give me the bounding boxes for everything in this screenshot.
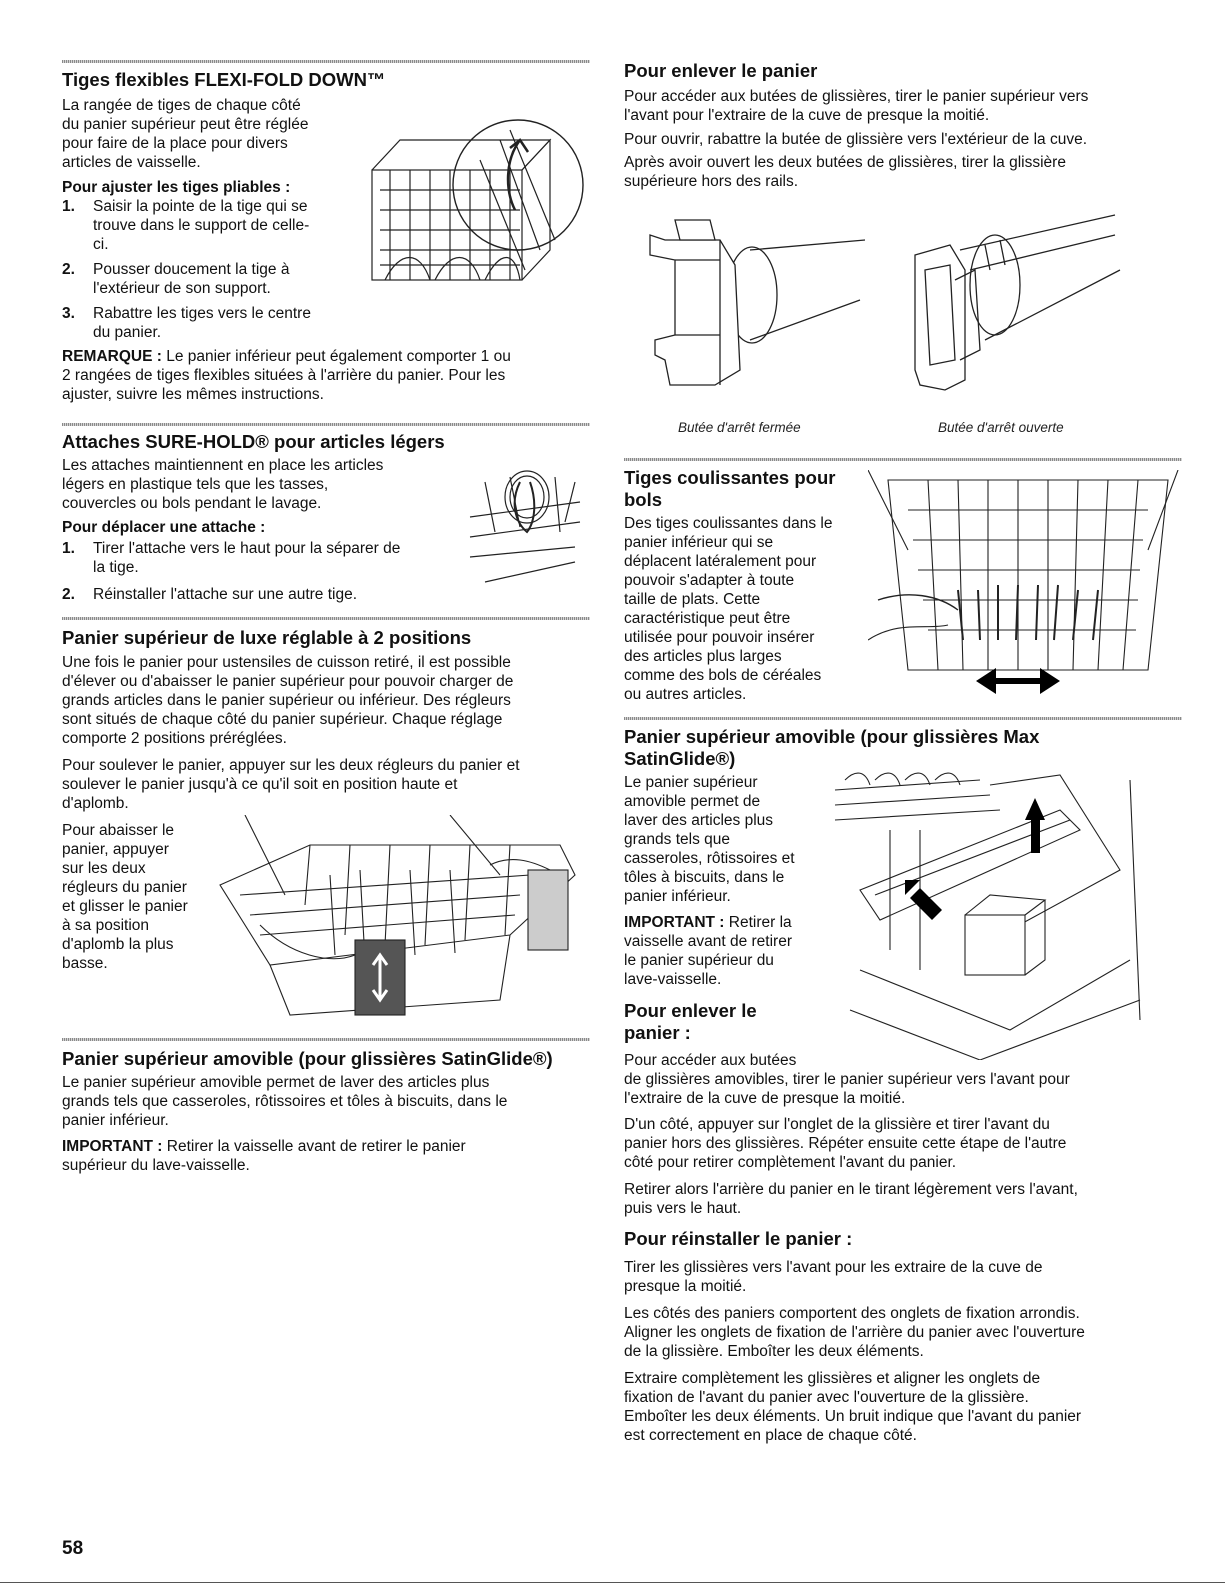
max-p3-line-3: côté pour retirer complètement l'avant du panier. [624, 1154, 957, 1171]
remove-p1-line-1: Pour accéder aux butées de glissières, tirer le panier supérieur vers [624, 88, 1089, 105]
deluxe-p3-line-8: basse. [62, 955, 108, 972]
bowls-p1-line-10: ou autres articles. [624, 686, 747, 703]
flexi-intro-2: du panier supérieur peut être réglée [62, 116, 309, 133]
deluxe-p2-line-1: Pour soulever le panier, appuyer sur les deux régleurs du panier et [62, 757, 520, 774]
important-label: IMPORTANT : [62, 1138, 163, 1155]
sure-intro-1: Les attaches maintiennent en place les articles [62, 457, 384, 474]
max-remove-subtitle-line-2: panier : [624, 1022, 691, 1043]
satin-p1-line-3: panier inférieur. [62, 1112, 169, 1129]
step-number: 1. [62, 198, 75, 215]
max-p3-line-1: D'un côté, appuyer sur l'onglet de la glissière et tirer l'avant du [624, 1116, 1050, 1133]
note-text: Le panier inférieur peut également comporter 1 ou [161, 348, 511, 365]
satin-important-line-1 [62, 1138, 466, 1157]
flexi-note-line-3: ajuster, suivre les mêmes instructions. [62, 386, 324, 403]
flexi-step-2-line-2: l'extérieur de son support. [93, 280, 271, 297]
sliding-tines-illustration [868, 470, 1182, 710]
bowls-p1-line-7: utilisée pour pouvoir insérer [624, 629, 815, 646]
bowls-p1-line-2: panier inférieur qui se [624, 534, 774, 551]
satin-important-line-2: supérieur du lave-vaisselle. [62, 1157, 250, 1174]
deluxe-p3-line-7: d'aplomb la plus [62, 936, 174, 953]
section-divider [624, 717, 1182, 720]
bowls-p1-line-3: déplacent latéralement pour [624, 553, 817, 570]
reinstall-subtitle: Pour réinstaller le panier : [624, 1228, 853, 1249]
step-number: 2. [62, 261, 75, 278]
max-p4-line-1: Retirer alors l'arrière du panier en le tirant légèrement vers l'avant, [624, 1181, 1078, 1198]
step-text: Tirer l'attache vers le haut pour la séparer de [93, 540, 401, 557]
max-p3-line-2: panier hors des glissières. Répéter ensuite cette étape de l'autre [624, 1135, 1067, 1152]
step-text: Rabattre les tiges vers le centre [93, 305, 311, 322]
step-text: Pousser doucement la tige à [93, 261, 290, 278]
max-p5-line-1: Tirer les glissières vers l'avant pour les extraire de la cuve de [624, 1259, 1043, 1276]
deluxe-p3-line-5: et glisser le panier [62, 898, 188, 915]
deluxe-p3-line-1: Pour abaisser le [62, 822, 175, 839]
bowl-tines-title-line-1: Tiges coulissantes pour [624, 467, 836, 488]
note-label: REMARQUE : [62, 348, 162, 365]
max-p7-line-1: Extraire complètement les glissières et aligner les onglets de [624, 1370, 1041, 1387]
sure-hold-clip-illustration [465, 462, 585, 597]
bowls-p1-line-6: caractéristique peut être [624, 610, 791, 627]
max-p1-line-3: laver des articles plus [624, 812, 774, 829]
max-p1-line-6: tôles à biscuits, dans le [624, 869, 785, 886]
max-p1-line-5: casseroles, rôtissoires et [624, 850, 795, 867]
satin-p1-line-1: Le panier supérieur amovible permet de laver des articles plus [62, 1074, 490, 1091]
stop-open-illustration [900, 210, 1130, 400]
max-important-line-3: le panier supérieur du [624, 952, 774, 969]
flexi-fold-tines-illustration [360, 100, 590, 330]
max-p6-line-2: Aligner les onglets de fixation de l'arrière du panier avec l'ouverture [624, 1324, 1085, 1341]
flexi-step-3-line-2: du panier. [93, 324, 162, 341]
satin-p1-line-2: grands tels que casseroles, rôtissoires et tôles à biscuits, dans le [62, 1093, 508, 1110]
flexi-note-line-1 [62, 348, 511, 367]
deluxe-p1-line-3: grands articles dans le panier supérieur ou inférieur. Des régleurs [62, 692, 511, 709]
step-text: Saisir la pointe de la tige qui se [93, 198, 308, 215]
important-text: Retirer la [724, 914, 792, 931]
deluxe-p3-line-6: à sa position [62, 917, 150, 934]
deluxe-p3-line-2: panier, appuyer [62, 841, 169, 858]
bowls-p1-line-4: pouvoir s'adapter à toute [624, 572, 795, 589]
max-p7-line-2: fixation de l'avant du panier avec l'ouverture de la glissière. [624, 1389, 1029, 1406]
max-p6-line-1: Les côtés des paniers comportent des onglets de fixation arrondis. [624, 1305, 1080, 1322]
section-divider [62, 1038, 590, 1041]
max-p5-line-2: presque la moitié. [624, 1278, 747, 1295]
flexi-subheading: Pour ajuster les tiges pliables : [62, 179, 291, 196]
satinglide-title: Panier supérieur amovible (pour glissières SatinGlide®) [62, 1048, 553, 1069]
step-number: 3. [62, 305, 75, 322]
max-p2-line-1: Pour accéder aux butées [624, 1052, 797, 1069]
max-p1-line-7: panier inférieur. [624, 888, 731, 905]
flexi-note-line-2: 2 rangées de tiges flexibles situées à l'arrière du panier. Pour les [62, 367, 506, 384]
important-label: IMPORTANT : [624, 914, 725, 931]
deluxe-p3-line-3: sur les deux [62, 860, 146, 877]
important-text: Retirer la vaisselle avant de retirer le panier [162, 1138, 466, 1155]
flexi-intro-4: articles de vaisselle. [62, 154, 201, 171]
step-number: 2. [62, 586, 75, 603]
bowls-p1-line-1: Des tiges coulissantes dans le [624, 515, 833, 532]
deluxe-p1-line-1: Une fois le panier pour ustensiles de cuisson retiré, il est possible [62, 654, 511, 671]
max-satinglide-title-line-2: SatinGlide®) [624, 748, 736, 769]
bowls-p1-line-8: des articles plus larges [624, 648, 782, 665]
max-p7-line-3: Emboîter les deux éléments. Un bruit indique que l'avant du panier [624, 1408, 1082, 1425]
page-number: 58 [62, 1538, 84, 1559]
caption-stop-closed: Butée d'arrêt fermée [678, 420, 801, 435]
bowl-tines-title-line-2: bols [624, 489, 663, 510]
deluxe-p2-line-2: soulever le panier jusqu'à ce qu'il soit en position haute et [62, 776, 458, 793]
max-important-line-4: lave-vaisselle. [624, 971, 722, 988]
deluxe-title: Panier supérieur de luxe réglable à 2 positions [62, 627, 472, 648]
max-p1-line-4: grands tels que [624, 831, 730, 848]
flexi-intro-3: pour faire de la place pour divers [62, 135, 288, 152]
remove-p1-line-2: l'avant pour l'extraire de la cuve de presque la moitié. [624, 107, 990, 124]
sure-subheading: Pour déplacer une attache : [62, 519, 266, 536]
section-divider [62, 60, 590, 63]
max-p6-line-3: de la glissière. Emboîter les deux éléments. [624, 1343, 924, 1360]
caption-stop-open: Butée d'arrêt ouverte [938, 420, 1064, 435]
max-p7-line-4: est correctement en place de chaque côté. [624, 1427, 917, 1444]
flexi-step-1-line-3: ci. [93, 236, 109, 253]
sure-step-1-line-2: la tige. [93, 559, 139, 576]
remove-p3-line-1: Après avoir ouvert les deux butées de glissières, tirer la glissière [624, 154, 1066, 171]
remove-p2-line-1: Pour ouvrir, rabattre la butée de glissière vers l'extérieur de la cuve. [624, 131, 1088, 148]
stop-closed-illustration [640, 210, 890, 400]
max-satinglide-illustration [830, 770, 1150, 1060]
remove-p3-line-2: supérieure hors des rails. [624, 173, 799, 190]
deluxe-p3-line-4: régleurs du panier [62, 879, 187, 896]
max-p1-line-1: Le panier supérieur [624, 774, 758, 791]
sure-hold-title: Attaches SURE-HOLD® pour articles légers [62, 431, 445, 452]
flexi-step-1-line-2: trouve dans le support de celle- [93, 217, 310, 234]
deluxe-p1-line-2: d'élever ou d'abaisser le panier supérieur pour pouvoir charger de [62, 673, 514, 690]
step-text: Réinstaller l'attache sur une autre tige. [93, 586, 358, 603]
bowls-p1-line-9: comme des bols de céréales [624, 667, 822, 684]
deluxe-p1-line-5: comporte 2 positions préréglées. [62, 730, 287, 747]
bowls-p1-line-5: taille de plats. Cette [624, 591, 761, 608]
sure-intro-3: couvercles ou bols pendant le lavage. [62, 495, 322, 512]
flexi-intro-1: La rangée de tiges de chaque côté [62, 97, 301, 114]
max-p4-line-2: puis vers le haut. [624, 1200, 742, 1217]
remove-rack-title: Pour enlever le panier [624, 60, 818, 81]
max-important-line-2: vaisselle avant de retirer [624, 933, 792, 950]
section-divider [62, 423, 590, 426]
flexi-fold-title: Tiges flexibles FLEXI-FOLD DOWN™ [62, 69, 386, 90]
rack-adjuster-illustration [210, 815, 590, 1030]
section-divider [62, 617, 590, 620]
max-important-line-1 [624, 914, 792, 933]
deluxe-p1-line-4: sont situés de chaque côté du panier supérieur. Chaque réglage [62, 711, 503, 728]
sure-intro-2: légers en plastique tels que les tasses, [62, 476, 329, 493]
max-satinglide-title-line-1: Panier supérieur amovible (pour glissières Max [624, 726, 1040, 747]
page-bottom-edge [0, 1582, 1225, 1583]
max-p2b-line-1: de glissières amovibles, tirer le panier supérieur vers l'avant pour [624, 1071, 1070, 1088]
step-number: 1. [62, 540, 75, 557]
max-p1-line-2: amovible permet de [624, 793, 761, 810]
section-divider [624, 458, 1182, 461]
max-remove-subtitle-line-1: Pour enlever le [624, 1000, 757, 1021]
deluxe-p2-line-3: d'aplomb. [62, 795, 129, 812]
max-p2b-line-2: l'extraire de la cuve de presque la moitié. [624, 1090, 906, 1107]
